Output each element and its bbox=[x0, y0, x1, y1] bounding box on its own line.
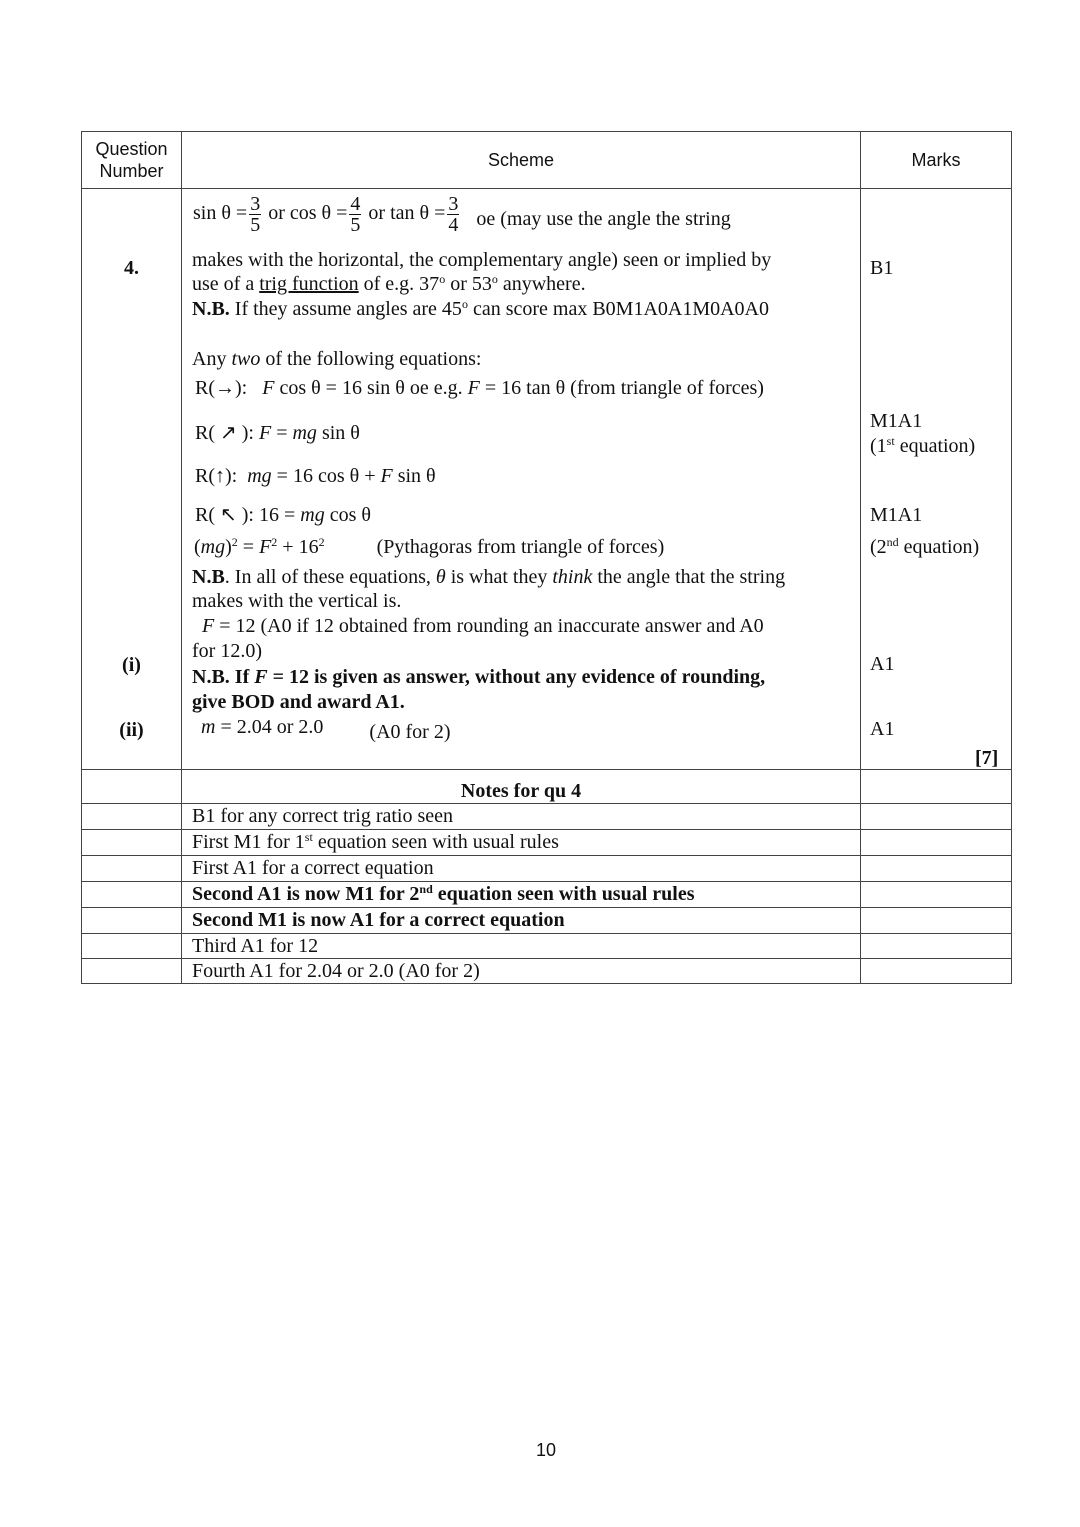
table-border bbox=[81, 188, 1012, 189]
cos-text: cos θ = bbox=[289, 202, 348, 225]
table-border bbox=[860, 131, 861, 984]
equation-vertical: R(↑): mg = 16 cos θ + F sin θ bbox=[195, 465, 436, 487]
equation-horizontal: R(→): F cos θ = 16 sin θ oe e.g. F = 16 tan θ (from triangle of forces) bbox=[195, 377, 764, 399]
scheme-text: makes with the horizontal, the complementary angle) seen or implied by bbox=[192, 249, 772, 271]
table-border bbox=[81, 131, 1012, 132]
total-marks: [7] bbox=[975, 747, 999, 769]
equation-along-slope: R( ↗ ): F = mg sin θ bbox=[195, 422, 360, 444]
equation-pythagoras: $(mg)^2 = F^2 + 16^2$ (Pythagoras from triangle of forces) bbox=[194, 535, 665, 558]
page-number: 10 bbox=[535, 1440, 557, 1460]
trig-ratio-line bbox=[193, 194, 731, 235]
mark-m1a1-first: M1A1 bbox=[870, 410, 923, 432]
answer-ii: m = 2.04 or 2.0 (A0 for 2) bbox=[201, 716, 451, 743]
note-row: Third A1 for 12 bbox=[192, 935, 319, 957]
fraction: $\frac{3}{5}$ bbox=[250, 193, 261, 236]
table-border bbox=[81, 769, 1012, 770]
note-row: First M1 for 1st equation seen with usual rules bbox=[192, 830, 559, 853]
notes-title: Notes for qu 4 bbox=[460, 780, 582, 802]
fraction: $\frac{3}{4}$ bbox=[448, 193, 459, 236]
table-border bbox=[1011, 131, 1012, 984]
header-marks: Marks bbox=[911, 150, 961, 170]
note-row: Second M1 is now A1 for a correct equation bbox=[192, 909, 565, 931]
nb-note: N.B. In all of these equations, θ is what they think the angle that the string bbox=[192, 566, 786, 588]
scheme-text: for 12.0) bbox=[192, 640, 262, 662]
mark-b1: B1 bbox=[870, 257, 894, 279]
nb-note: give BOD and award A1. bbox=[192, 691, 405, 713]
mark-a1-i: A1 bbox=[870, 653, 895, 675]
answer-i: F = 12 (A0 if 12 obtained from rounding an inaccurate answer and A0 bbox=[202, 615, 764, 637]
part-i-label: (i) bbox=[122, 654, 141, 676]
oe-text: oe (may use the angle the string bbox=[476, 208, 731, 231]
tan-text: tan θ = bbox=[390, 202, 446, 225]
scheme-text: use of a trig function of e.g. 37$^o$ or 53$^o$ anywhere. bbox=[192, 272, 586, 295]
table-border bbox=[181, 131, 182, 984]
table-border bbox=[81, 983, 1012, 984]
note-row: First A1 for a correct equation bbox=[192, 857, 434, 879]
header-scheme: Scheme bbox=[487, 150, 555, 170]
scheme-text: Any two of the following equations: bbox=[192, 348, 482, 370]
mark-a1-ii: A1 bbox=[870, 718, 895, 740]
fraction: $\frac{4}{5}$ bbox=[350, 193, 361, 236]
sin-text: sin θ = bbox=[193, 202, 248, 225]
scheme-text: makes with the vertical is. bbox=[192, 590, 402, 612]
equation-perpendicular: R( ↖ ): 16 = mg cos θ bbox=[195, 504, 371, 526]
mark-note: (2nd equation) bbox=[870, 535, 980, 558]
nb-note: N.B. If they assume angles are 45$^o$ can score max B0M1A0A1M0A0A0 bbox=[192, 297, 770, 320]
note-row: Second A1 is now M1 for 2nd equation seen with usual rules bbox=[192, 882, 695, 905]
part-ii-label: (ii) bbox=[119, 719, 144, 741]
note-row: B1 for any correct trig ratio seen bbox=[192, 805, 454, 827]
or-text: or bbox=[368, 202, 386, 225]
question-number: 4. bbox=[124, 257, 139, 279]
mark-m1a1-second: M1A1 bbox=[870, 504, 923, 526]
note-row: Fourth A1 for 2.04 or 2.0 (A0 for 2) bbox=[192, 960, 480, 982]
mark-note: (1st equation) bbox=[870, 434, 976, 457]
or-text: or bbox=[268, 202, 285, 225]
header-question-number: Question Number bbox=[95, 139, 168, 181]
nb-note: N.B. If F = 12 is given as answer, without any evidence of rounding, bbox=[192, 666, 766, 688]
